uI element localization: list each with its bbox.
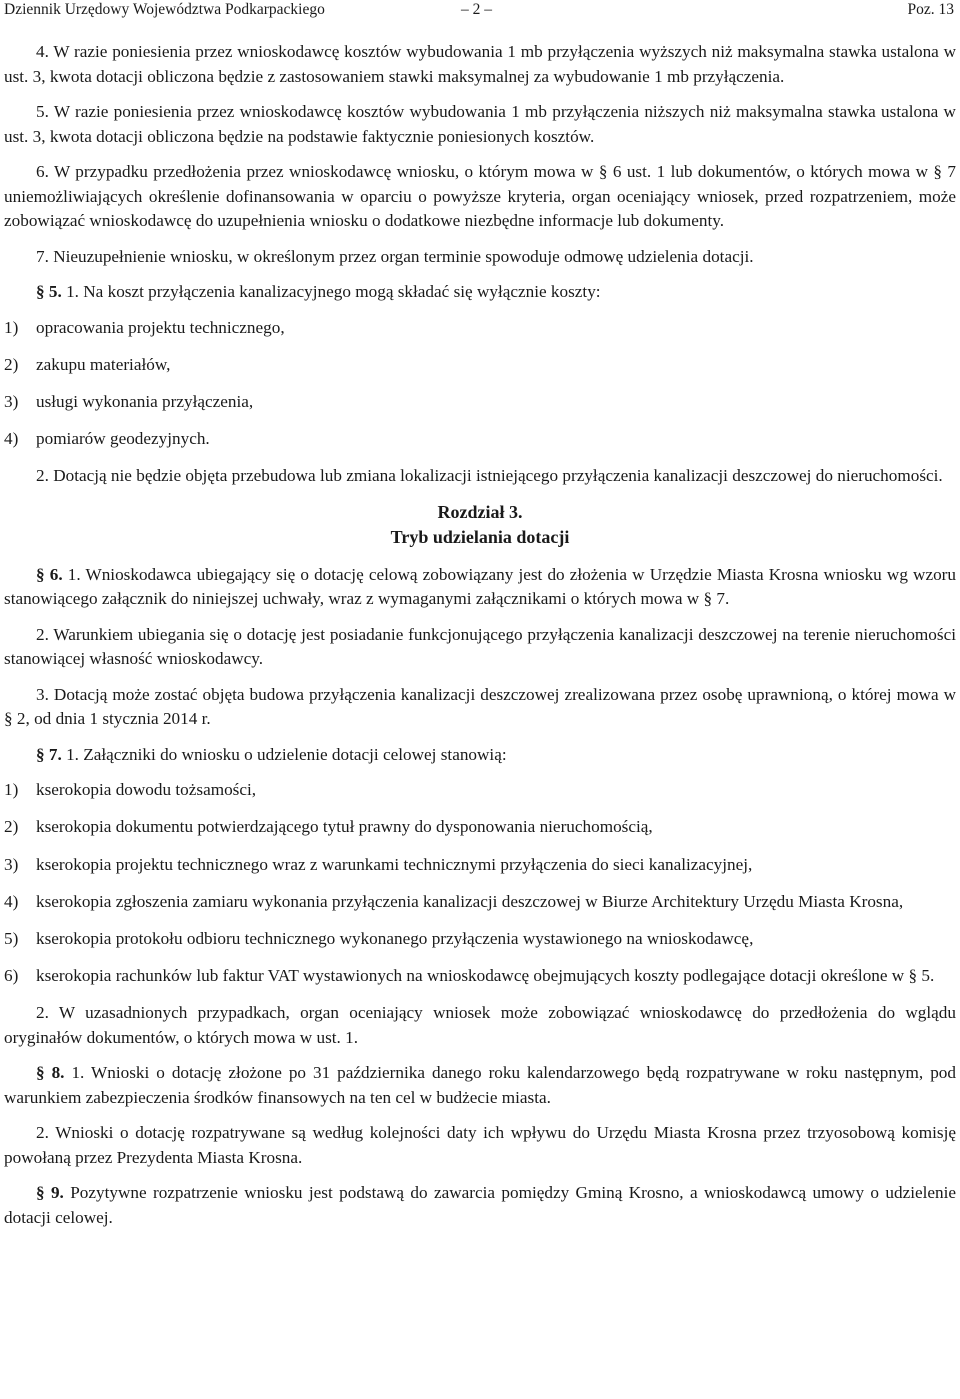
ust-text: Dotacją może zostać objęta budowa przyłączenia kanalizacji deszczowej zrealizowana przez osobę uprawnioną, o której mowa w § 2, od dnia 1 stycznia 2014 r. (4, 684, 957, 729)
list-item: 4) kserokopia zgłoszenia zamiaru wykonania przyłączenia kanalizacji deszczowej w Biurze Architektury Urzędu Miasta Krosna, (4, 891, 904, 911)
ust-number: 1. (66, 282, 79, 301)
chapter-number: Rozdział 3. (437, 501, 523, 522)
chapter-heading (4, 500, 956, 551)
list-item: 1) kserokopia dowodu tożsamości, (4, 780, 257, 800)
paragraph-7-2 (4, 1001, 956, 1050)
list-item: 4) pomiarów geodezyjnych. (4, 429, 210, 449)
list-item: 5) kserokopia protokołu odbioru technicznego wykonanego przyłączenia wystawionego na wnioskodawcę, (4, 929, 754, 948)
ust-text: Wnioski o dotację rozpatrywane są według kolejności daty ich wpływu do Urzędu Miasta Krosna przez trzyosobową komisję powołaną przez Prezydenta Miasta Krosna. (4, 1123, 956, 1167)
paragraph-6-1 (4, 563, 956, 612)
ust-number: 7. (36, 246, 49, 266)
ust-text: W uzasadnionych przypadkach, organ oceniający wniosek może zobowiązać wnioskodawcę do przedłożenia do wglądu oryginałów dokumentów, o których mowa w ust. 1. (4, 1003, 956, 1047)
ust-text: W razie poniesienia przez wnioskodawcę kosztów wybudowania 1 mb przyłączenia niższych niż maksymalna stawka ustalona w ust. 3, kwota dotacji obliczona będzie na podstawie faktycznie poniesionych kosztów. (4, 102, 956, 146)
ust-text: Załączniki do wniosku o udzielenie dotacji celowej stanowią: (83, 744, 507, 764)
paragraph-4-6 (4, 160, 956, 234)
ust-text: Dotacją nie będzie objęta przebudowa lub zmiana lokalizacji istniejącego przyłączenia kanalizacji deszczowej do nieruchomości. (53, 466, 943, 486)
list-item: 1) opracowania projektu technicznego, (4, 317, 285, 337)
ust-number: 2. (36, 1123, 49, 1143)
section-label: § 5. (36, 282, 62, 301)
ust-text: Wnioskodawca ubiegający się o dotację celową zobowiązany jest do złożenia w Urzędzie Miasta Krosna wniosku wg wzoru stanowiącego załącznik do niniejszej uchwały, wraz z wymaganymi załącznikami o których mowa w § 7. (4, 564, 956, 609)
paragraph-9 (4, 1181, 956, 1230)
ust-number: 2. (36, 624, 49, 644)
chapter-title: Tryb udzielania dotacji (390, 527, 570, 548)
paragraph-4-4 (4, 40, 956, 89)
ust-text: Pozytywne rozpatrzenie wniosku jest podstawą do zawarcia pomiędzy Gminą Krosno, a wnioskodawcą umowy o udzielenie dotacji celowej. (4, 1183, 956, 1227)
section-label: § 9. (36, 1183, 64, 1203)
list-item: 3) usługi wykonania przyłączenia, (4, 391, 254, 411)
ust-number: 1. (67, 564, 81, 584)
position-number: Poz. 13 (907, 1, 954, 18)
paragraph-8-1 (4, 1061, 956, 1110)
ust-number: 3. (36, 684, 49, 704)
ust-text: W razie poniesienia przez wnioskodawcę kosztów wybudowania 1 mb przyłączenia wyższych niż maksymalna stawka ustalona w ust. 3, kwota dotacji obliczona będzie z zastosowaniem stawki maksymalnej za wybudowanie 1 mb przyłączenia. (4, 42, 956, 86)
paragraph-5-2 (4, 464, 956, 489)
page-header (4, 0, 954, 22)
paragraph-5-1 (4, 280, 956, 305)
paragraph-6-2 (4, 623, 956, 672)
paragraph-4-5 (4, 100, 956, 149)
ust-number: 6. (36, 162, 49, 181)
ust-number: 1. (71, 1063, 85, 1083)
paragraph-8-2 (4, 1121, 956, 1170)
document-body (4, 40, 956, 1241)
page-number: – 2 – (461, 1, 492, 18)
ust-number: 4. (36, 42, 49, 61)
paragraph-4-7 (4, 245, 956, 270)
ust-number: 5. (36, 102, 49, 121)
list-item: 2) zakupu materiałów, (4, 354, 171, 374)
ust-number: 1. (66, 744, 79, 764)
paragraph-6-3 (4, 683, 956, 732)
section-label: § 7. (36, 744, 62, 764)
ust-text: Na koszt przyłączenia kanalizacyjnego mogą składać się wyłącznie koszty: (83, 282, 601, 301)
list-item: 2) kserokopia dokumentu potwierdzającego tytuł prawny do dysponowania nieruchomością, (4, 817, 653, 837)
ust-text: Wnioski o dotację złożone po 31 października danego roku kalendarzowego będą rozpatrywane w roku następnym, pod warunkiem zabezpieczenia środków finansowych na ten cel w budżecie miasta. (4, 1063, 956, 1107)
ust-text: Warunkiem ubiegania się o dotację jest posiadanie funkcjonującego przyłączenia kanalizacji deszczowej na terenie nieruchomości stanowiącej własność wnioskodawcy. (4, 624, 956, 669)
list-item: 6) kserokopia rachunków lub faktur VAT wystawionych na wnioskodawcę obejmujących koszty podlegające dotacji określone w § 5. (4, 966, 935, 986)
section-label: § 8. (36, 1063, 65, 1083)
ust-text: W przypadku przedłożenia przez wnioskodawcę wniosku, o którym mowa w § 6 ust. 1 lub dokumentów, o których mowa w § 7 uniemożliwiających określenie dofinansowania w oparciu o powyższe kryteria, organ oceniający wniosek, przed rozpatrzeniem, może zobowiązać wnioskodawcę do uzupełnienia wniosku o dodatkowe niezbędne informacje lub dokumenty. (4, 162, 956, 230)
ust-text: Nieuzupełnienie wniosku, w określonym przez organ terminie spowoduje odmowę udzielenia dotacji. (53, 246, 754, 266)
paragraph-7-1 (4, 743, 956, 768)
section-label: § 6. (36, 564, 63, 584)
journal-title: Dziennik Urzędowy Województwa Podkarpackiego (4, 1, 325, 18)
ust-number: 2. (36, 1003, 49, 1023)
list-item: 3) kserokopia projektu technicznego wraz z warunkami technicznymi przyłączenia do sieci kanalizacyjnej, (4, 854, 753, 874)
ust-number: 2. (36, 466, 49, 486)
